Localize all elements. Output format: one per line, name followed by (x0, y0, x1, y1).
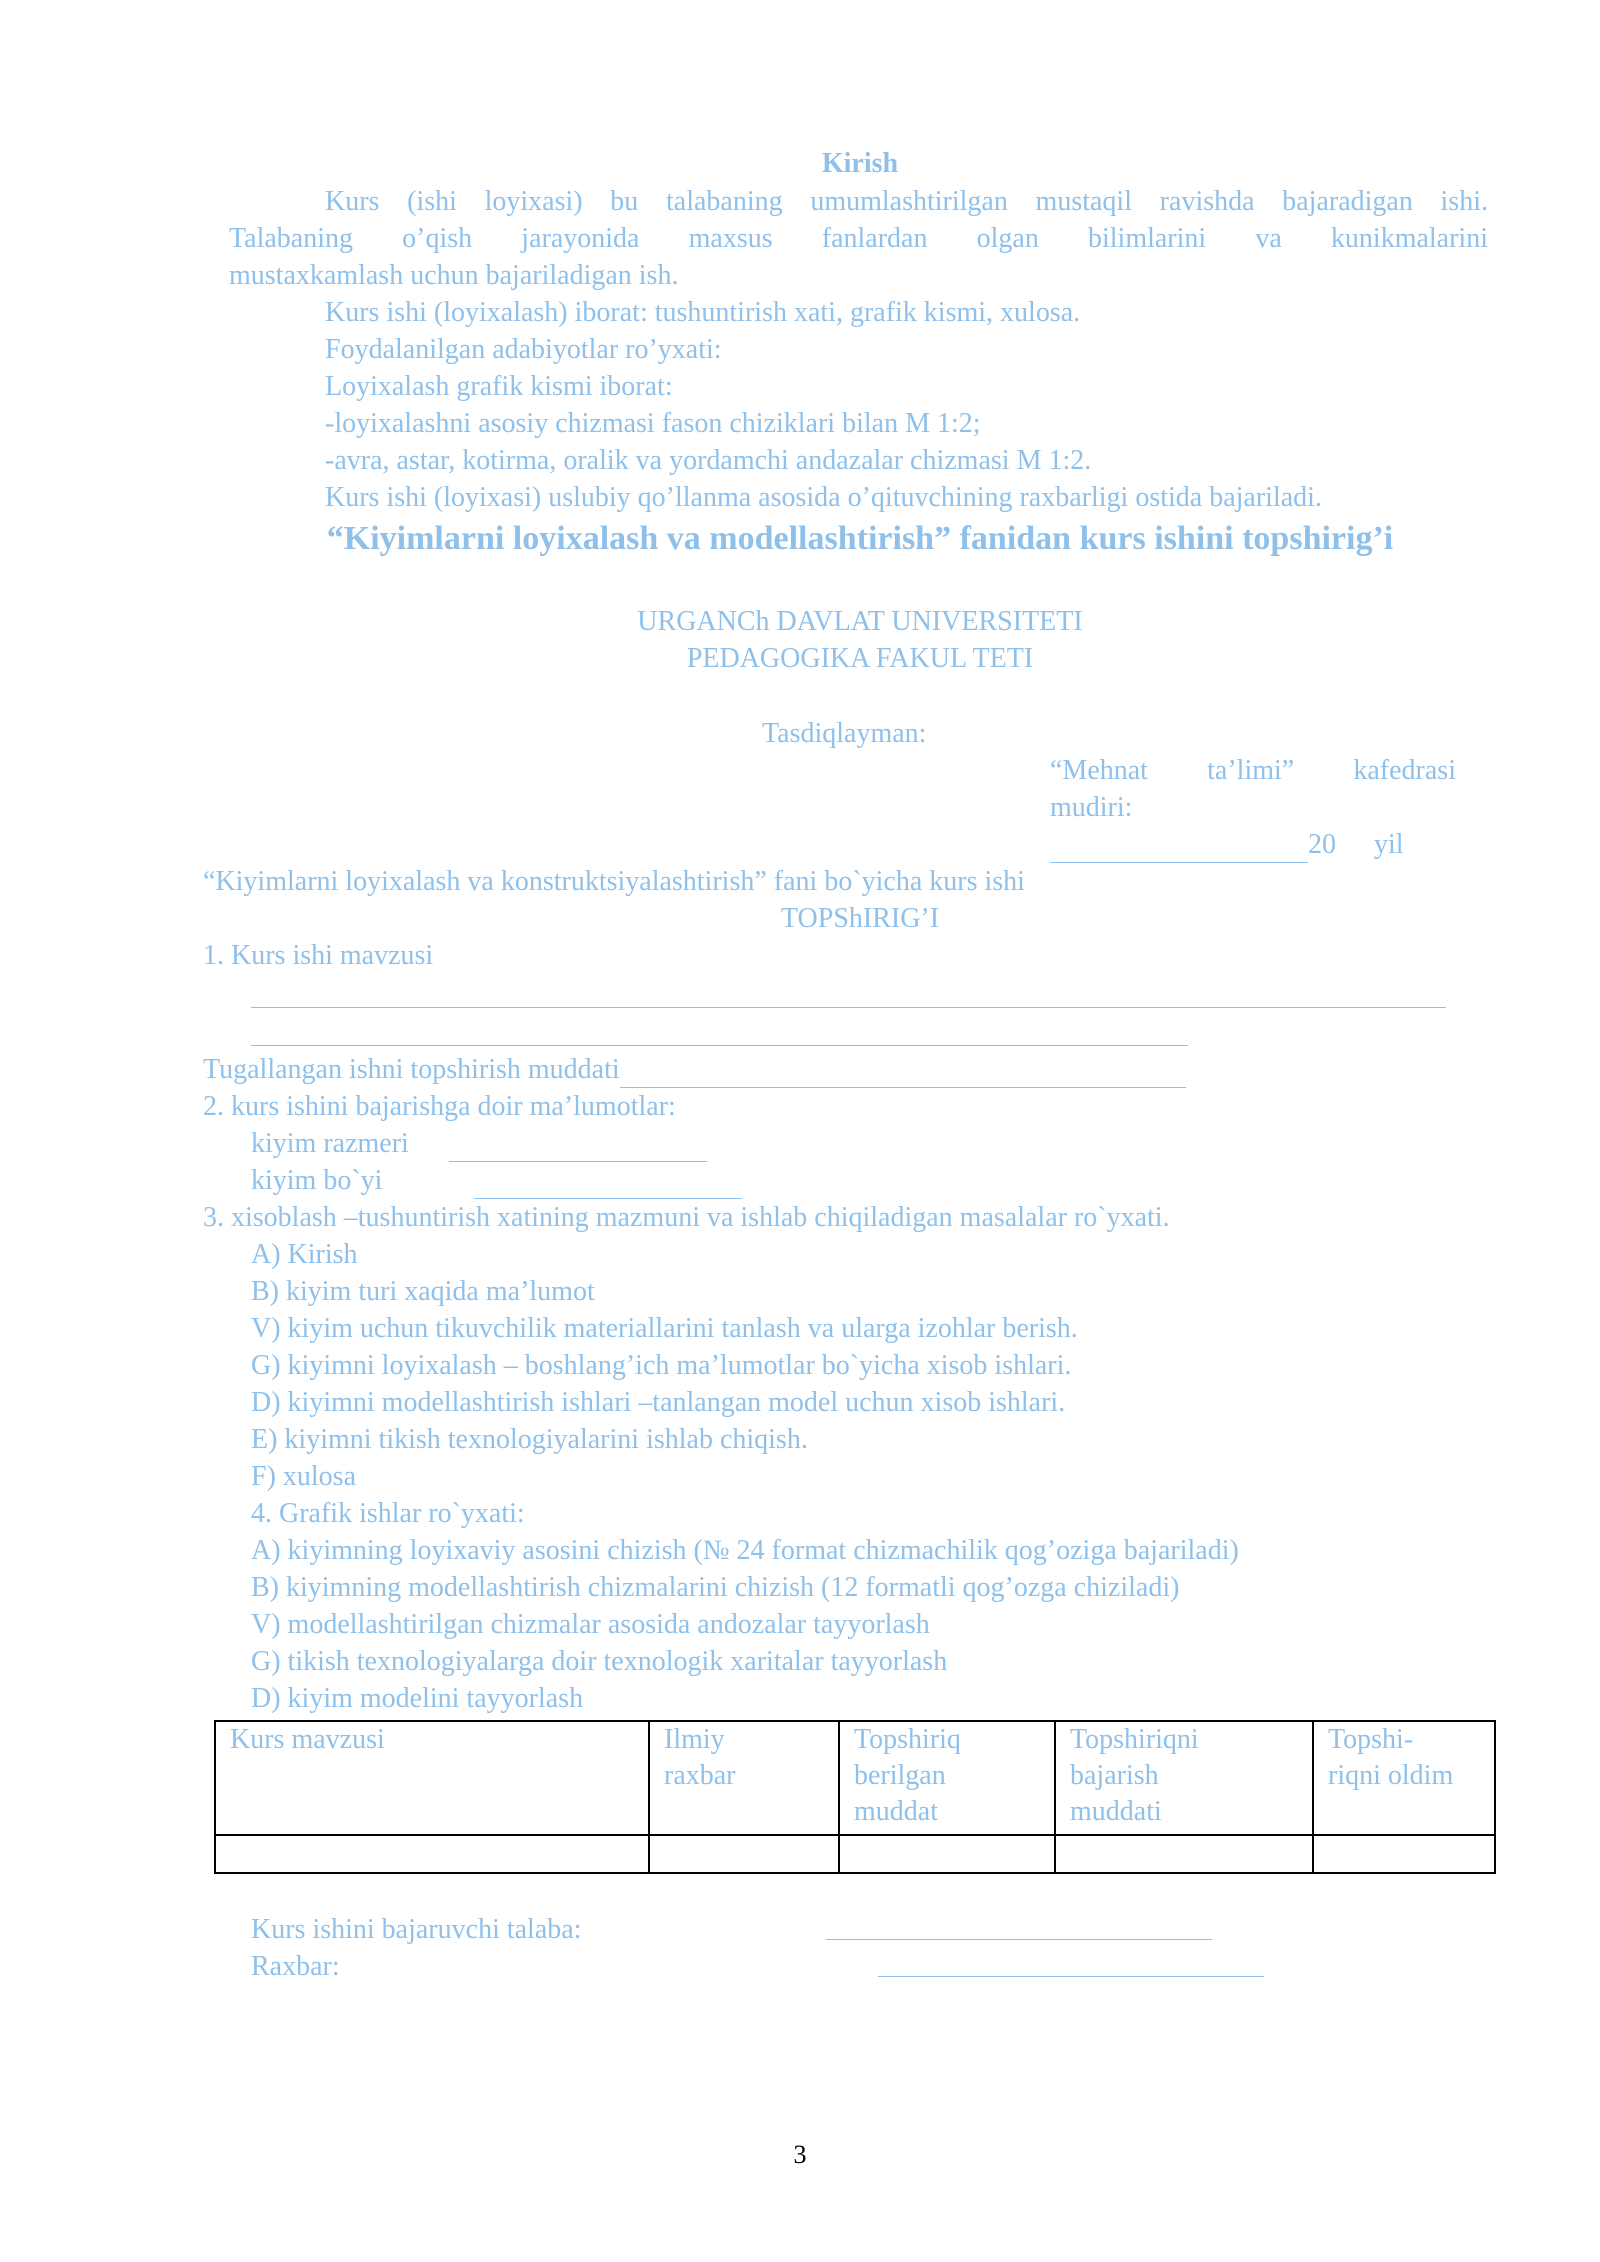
year-prefix: 20 (1308, 829, 1336, 860)
list3-item: G) kiyimni loyixalash – boshlang’ich ma’lumotlar bo`yicha xisob ishlari. (251, 1350, 1072, 1381)
table-row (215, 1835, 1495, 1873)
approve-label: Tasdiqlayman: (762, 718, 927, 749)
heading: Kirish (821, 148, 899, 179)
subject-line: “Kiyimlarni loyixalash va konstruktsiyalashtirish” fani bo`yicha kurs ishi (203, 866, 1025, 897)
list3-item: B) kiyim turi xaqida ma’lumot (251, 1276, 595, 1307)
signature-blank[interactable] (1050, 832, 1308, 863)
size-blank[interactable] (449, 1131, 707, 1162)
advisor-signature-blank[interactable] (878, 1976, 1264, 1977)
table-cell[interactable] (1313, 1835, 1495, 1873)
height-blank[interactable] (474, 1168, 742, 1199)
list4-item: A) kiyimning loyixaviy asosini chizish (№ 24 format chizmachilik qog’oziga bajariladi) (251, 1535, 1239, 1566)
item1-course-topic: 1. Kurs ishi mavzusi (203, 940, 434, 971)
year-word: yil (1374, 829, 1404, 860)
size-line (251, 1126, 707, 1162)
size-label: kiyim razmeri (251, 1128, 409, 1159)
height-label: kiyim bo`yi (251, 1165, 383, 1196)
table-cell[interactable] (839, 1835, 1055, 1873)
item3-contents: 3. xisoblash –tushuntirish xatining mazmuni va ishlab chiqiladigan masalalar ro`yxati. (203, 1202, 1170, 1233)
topic-blank-line2[interactable] (251, 1045, 1188, 1046)
intro-p1-line1: Kurs (ishi loyixasi) bu talabaning umumlashtirilgan mustaqil ravishda bajaradigan ishi. (325, 186, 1488, 217)
student-label: Kurs ishini bajaruvchi talaba: (251, 1914, 582, 1945)
list4-item: V) modellashtirilgan chizmalar asosida andozalar tayyorlash (251, 1609, 930, 1640)
page-number: 3 (793, 2140, 807, 2169)
student-signature-blank[interactable] (826, 1939, 1212, 1940)
table-cell[interactable] (649, 1835, 839, 1873)
table-header-row (215, 1721, 1495, 1835)
item4-graphics: 4. Grafik ishlar ro`yxati: (251, 1498, 525, 1529)
list4-item: B) kiyimning modellashtirish chizmalarini chizish (12 formatli qog’ozga chiziladi) (251, 1572, 1180, 1603)
table-cell[interactable] (1055, 1835, 1313, 1873)
list3-item: D) kiyimni modellashtirish ishlari –tanlangan model uchun xisob ishlari. (251, 1387, 1066, 1418)
list3-item: E) kiyimni tikish texnologiyalarini ishlab chiqish. (251, 1424, 808, 1455)
topic-blank-line1[interactable] (251, 1007, 1446, 1008)
advisor-label: Raxbar: (251, 1951, 340, 1982)
list3-item: A) Kirish (251, 1239, 358, 1270)
intro-p1-line2: Talabaning o’qish jarayonida maxsus fanlardan olgan bilimlarini va kunikmalarini (229, 223, 1488, 254)
list4-item: D) kiyim modelini tayyorlash (251, 1683, 584, 1714)
department-line1: “Mehnat ta’limi” kafedrasi (1050, 755, 1456, 786)
list4-item: G) tikish texnologiyalarga doir texnologik xaritalar tayyorlash (251, 1646, 948, 1677)
intro-p4: Loyixalash grafik kismi iborat: (325, 371, 673, 402)
intro-p1-line3: mustaxkamlash uchun bajariladigan ish. (229, 260, 679, 291)
deadline-blank[interactable] (620, 1057, 1186, 1088)
intro-p5: -loyixalashni asosiy chizmasi fason chiziklari bilan M 1:2; (325, 408, 981, 439)
university-name: URGANCh DAVLAT UNIVERSITETI (637, 606, 1083, 637)
intro-p6: -avra, astar, kotirma, oralik va yordamchi andazalar chizmasi M 1:2. (325, 445, 1092, 476)
header-assigned-date: Topshiriq berilgan muddat (839, 1721, 1055, 1835)
task-title: “Kiyimlarni loyixalash va modellashtirish” fanidan kurs ishini topshirig’i (326, 520, 1394, 557)
faculty-name: PEDAGOGIKA FAKUL TETI (686, 643, 1034, 674)
deadline-label: Tugallangan ishni topshirish muddati (203, 1054, 620, 1085)
assignment-title: TOPShIRIG’I (780, 903, 940, 934)
header-advisor: Ilmiy raxbar (649, 1721, 839, 1835)
table-cell[interactable] (215, 1835, 649, 1873)
list3-item: F) xulosa (251, 1461, 356, 1492)
department-line2: mudiri: (1050, 792, 1133, 823)
header-received: Topshi- riqni oldim (1313, 1721, 1495, 1835)
approval-signature-line (1050, 827, 1404, 863)
item2-course-data: 2. kurs ishini bajarishga doir ma’lumotlar: (203, 1091, 676, 1122)
header-due-date: Topshiriqni bajarish muddati (1055, 1721, 1313, 1835)
list3-item: V) kiyim uchun tikuvchilik materiallarini tanlash va ularga izohlar berish. (251, 1313, 1078, 1344)
deadline-line (203, 1052, 1186, 1088)
intro-p2: Kurs ishi (loyixalash) iborat: tushuntirish xati, grafik kismi, xulosa. (325, 297, 1081, 328)
assignment-table (214, 1720, 1496, 1874)
intro-p7: Kurs ishi (loyixasi) uslubiy qo’llanma asosida o’qituvchining raxbarligi ostida bajariladi. (325, 482, 1322, 513)
header-course-topic: Kurs mavzusi (215, 1721, 649, 1835)
intro-p3: Foydalanilgan adabiyotlar ro’yxati: (325, 334, 722, 365)
height-line (251, 1163, 742, 1199)
